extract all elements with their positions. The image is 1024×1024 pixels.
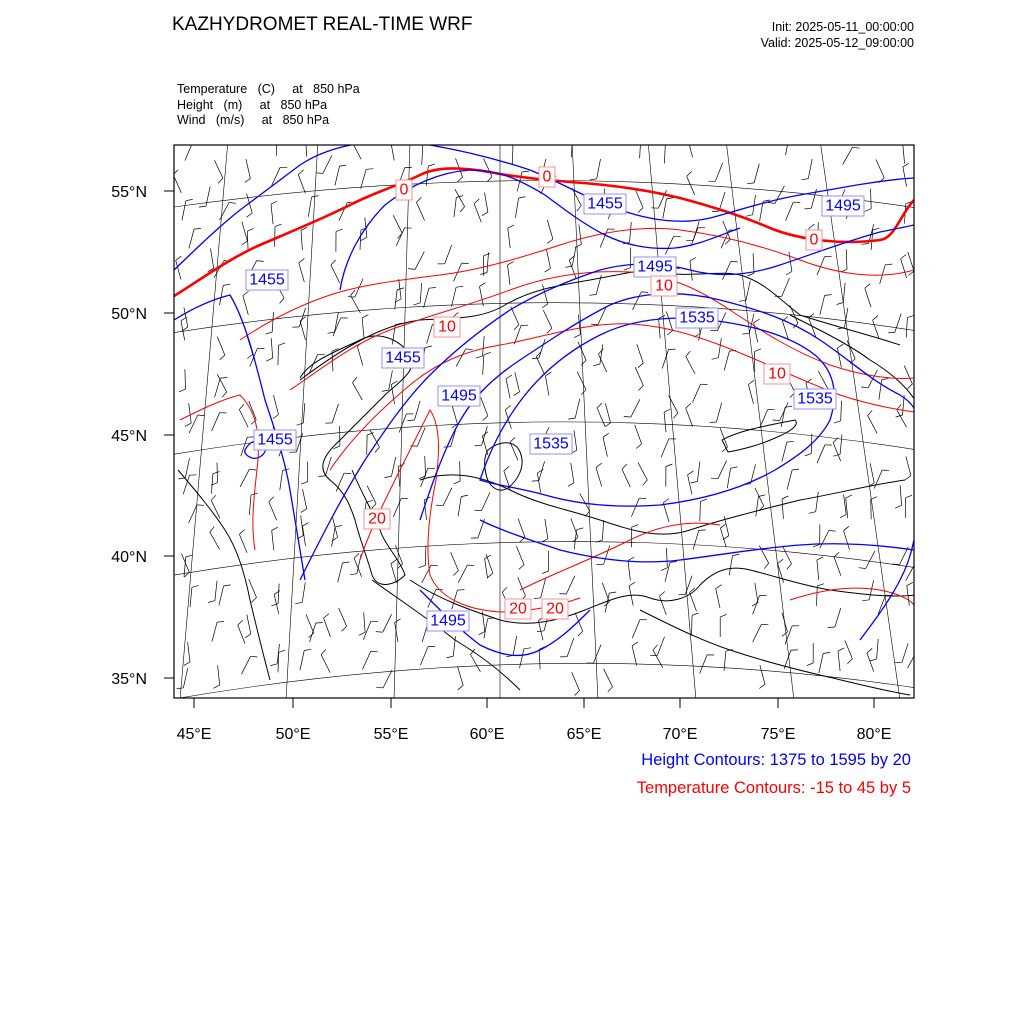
wind-barb-feather	[773, 420, 780, 421]
svg-text:1535: 1535	[533, 435, 569, 453]
lon-label-60: 60°E	[469, 726, 505, 743]
wind-barb-feather	[352, 136, 357, 141]
wind-barb-feather	[391, 137, 397, 141]
lon-label-80: 80°E	[856, 726, 892, 743]
svg-text:20: 20	[509, 600, 527, 618]
lon-label-50: 50°E	[275, 726, 311, 743]
svg-text:1455: 1455	[385, 349, 421, 367]
longitude-labels	[177, 726, 892, 743]
svg-text:1495: 1495	[430, 612, 466, 630]
lon-label-65: 65°E	[566, 726, 602, 743]
temperature-label	[651, 276, 677, 296]
height-label	[530, 434, 572, 454]
wind-barb	[871, 499, 872, 519]
svg-text:10: 10	[438, 318, 456, 336]
height-label	[634, 257, 676, 277]
latitude-labels	[111, 184, 147, 688]
lat-label-55: 55°N	[111, 184, 147, 201]
height-label	[438, 386, 480, 406]
height-label	[822, 196, 864, 216]
lat-label-35: 35°N	[111, 671, 147, 688]
lon-label-45: 45°E	[176, 726, 212, 743]
wind-barb-feather	[828, 627, 835, 628]
variable-wind: Wind (m/s) at 850 hPa	[177, 113, 330, 127]
height-contours-note: Height Contours: 1375 to 1595 by 20	[641, 751, 911, 769]
temperature-label	[364, 509, 390, 529]
height-label	[254, 430, 296, 450]
wind-barb-feather	[712, 211, 719, 212]
svg-text:0: 0	[542, 168, 552, 186]
wind-barb-feather	[641, 136, 648, 138]
lat-label-40: 40°N	[111, 549, 147, 566]
temperature-label	[539, 167, 555, 187]
wind-barb-feather	[915, 563, 922, 564]
wind-barb-feather	[665, 141, 672, 143]
height-label	[382, 348, 424, 368]
wind-barb-feather	[903, 141, 909, 144]
temperature-label	[764, 364, 790, 384]
temperature-label	[542, 599, 568, 619]
lat-label-45: 45°N	[111, 428, 147, 445]
temperature-label	[806, 230, 822, 250]
wind-barb-feather	[532, 481, 539, 482]
height-label	[427, 611, 469, 631]
temperature-contours-note: Temperature Contours: -15 to 45 by 5	[636, 779, 911, 797]
variable-height: Height (m) at 850 hPa	[177, 97, 328, 112]
svg-text:1535: 1535	[797, 390, 833, 408]
variable-temperature: Temperature (C) at 850 hPa	[177, 82, 360, 96]
height-label	[794, 389, 836, 409]
wind-barb-feather	[572, 135, 579, 137]
wind-barb-feather	[306, 134, 312, 137]
svg-text:1455: 1455	[249, 271, 285, 289]
wind-barb-feather	[917, 650, 924, 651]
wind-barb-feather	[277, 133, 284, 136]
svg-text:10: 10	[655, 277, 673, 295]
svg-text:20: 20	[368, 510, 386, 528]
wind-barb-feather	[789, 134, 796, 135]
wind-barb-feather	[641, 292, 648, 293]
svg-text:1535: 1535	[679, 309, 715, 327]
svg-text:10: 10	[768, 365, 786, 383]
wind-barb-feather	[513, 142, 520, 144]
temperature-label	[434, 317, 460, 337]
svg-text:1495: 1495	[637, 258, 673, 276]
chart-title: KAZHYDROMET REAL-TIME WRF	[172, 14, 473, 35]
wind-barb-feather	[318, 476, 325, 477]
svg-text:0: 0	[399, 181, 409, 199]
lat-label-50: 50°N	[111, 306, 147, 323]
valid-time: Valid: 2025-05-12_09:00:00	[760, 36, 914, 50]
svg-text:1455: 1455	[587, 195, 623, 213]
svg-text:1495: 1495	[825, 197, 861, 215]
svg-text:1455: 1455	[257, 431, 293, 449]
lon-label-70: 70°E	[662, 726, 698, 743]
init-time: Init: 2025-05-11_00:00:00	[771, 20, 914, 34]
lon-label-75: 75°E	[760, 726, 796, 743]
wind-barb-feather	[688, 134, 694, 138]
height-label	[584, 194, 626, 214]
temperature-label	[505, 599, 531, 619]
temperature-label	[396, 180, 412, 200]
height-label	[246, 270, 288, 290]
lon-label-55: 55°E	[373, 726, 409, 743]
svg-text:0: 0	[809, 231, 819, 249]
svg-text:1495: 1495	[441, 387, 477, 405]
svg-text:20: 20	[546, 600, 564, 618]
height-label	[676, 308, 718, 328]
